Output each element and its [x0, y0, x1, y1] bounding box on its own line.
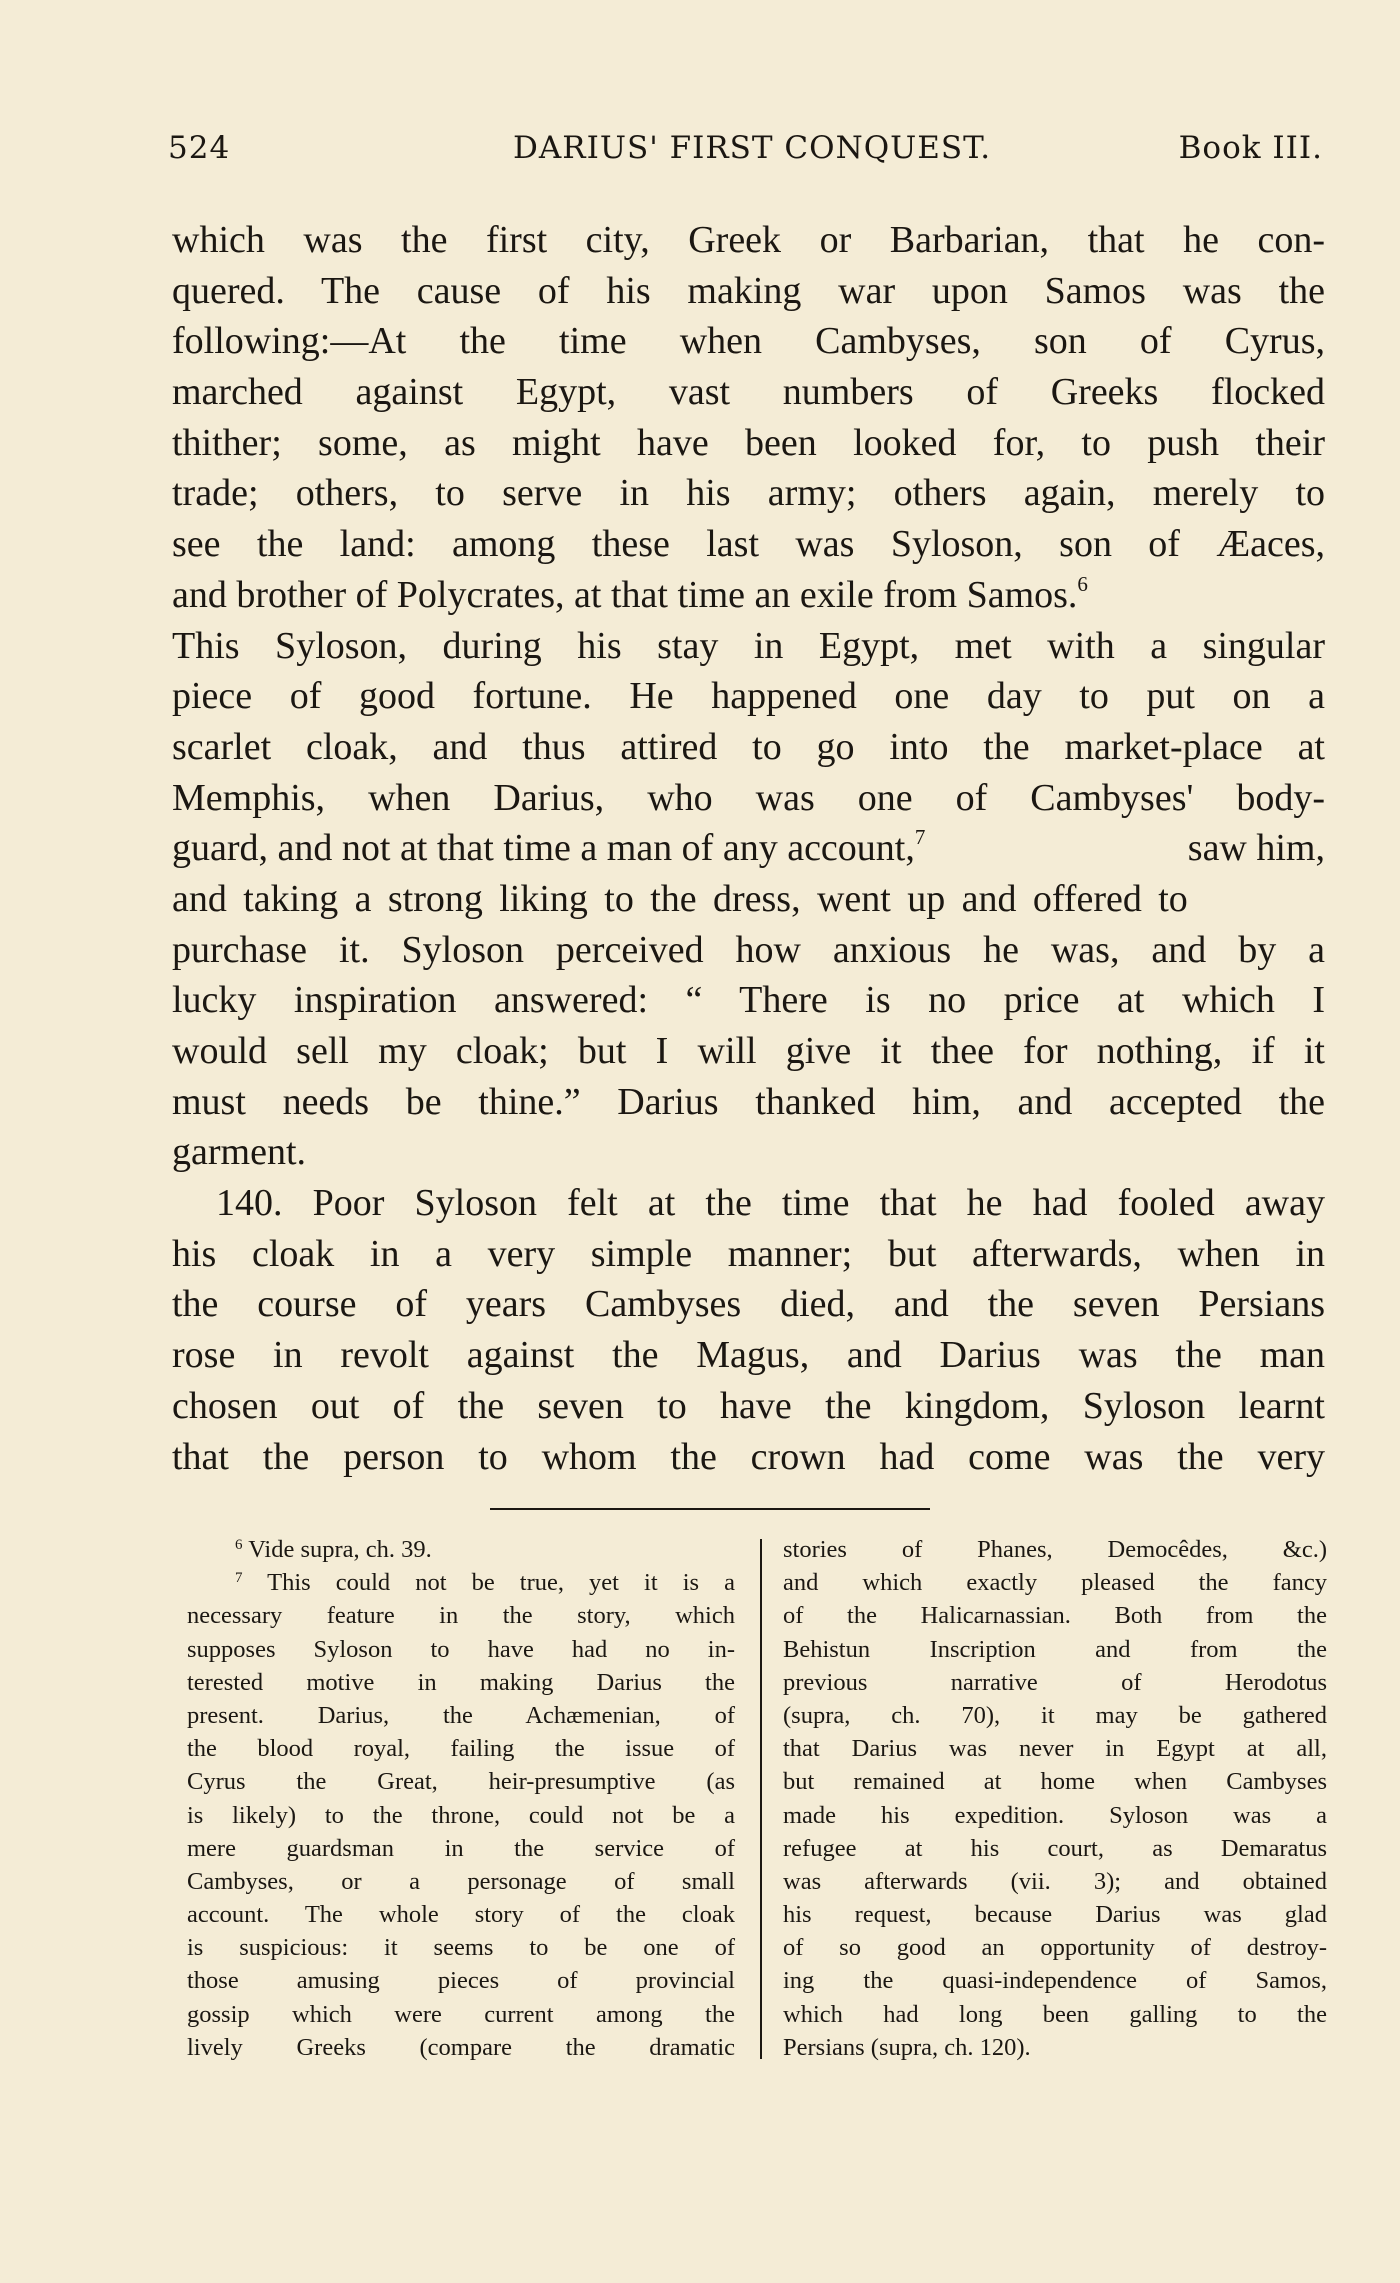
footnote-line: (supra, ch. 70), it may be gathered	[783, 1701, 1327, 1729]
text-line: which was the first city, Greek or Barbarian, that he con-	[172, 219, 1325, 261]
footnote-marker-6: 6	[235, 1537, 243, 1553]
footnote-line: is suspicious: it seems to be one of	[187, 1934, 735, 1962]
text-line-content: saw him,	[1187, 827, 1325, 870]
footnote-line: Cyrus the Great, heir-presumptive (as	[187, 1768, 735, 1796]
running-title: DARIUS' FIRST CONQUEST.	[513, 130, 992, 166]
text-line-content: guard, and not at that time a man of any account,	[172, 827, 915, 870]
footnote-line: terested motive in making Darius the	[187, 1668, 735, 1696]
text-line: quered. The cause of his making war upon Samos was the	[172, 269, 1325, 312]
text-line: This Syloson, during his stay in Egypt, met with a singular	[172, 624, 1325, 667]
footnote-column-divider	[760, 1539, 762, 2059]
footnote-line: that Darius was never in Egypt at all,	[783, 1735, 1327, 1763]
text-line: 140. Poor Syloson felt at the time that he had fooled away	[216, 1182, 1325, 1225]
footnote-line: the blood royal, failing the issue of	[187, 1735, 735, 1763]
footnote-line: previous narrative of Herodotus	[783, 1668, 1327, 1696]
footnote-line: Persians (supra, ch. 120).	[783, 2033, 1031, 2061]
text-line: piece of good fortune. He happened one day to put on a	[172, 675, 1325, 718]
text-line: trade; others, to serve in his army; others again, merely to	[172, 472, 1325, 515]
footnote-line: which had long been galling to the	[783, 2000, 1327, 2028]
footnote-marker-7: 7	[235, 1570, 243, 1587]
footnote-line: his request, because Darius was glad	[783, 1901, 1327, 1929]
text-line: would sell my cloak; but I will give it thee for nothing, if it	[172, 1030, 1325, 1072]
text-line: garment.	[172, 1131, 307, 1174]
text-line: his cloak in a very simple manner; but afterwards, when in	[172, 1232, 1325, 1275]
book-label: Book III.	[1178, 130, 1323, 166]
footnote-line: Cambyses, or a personage of small	[187, 1867, 735, 1895]
text-line: rose in revolt against the Magus, and Darius was the man	[172, 1334, 1325, 1377]
footnote-text: This could not be true, yet it is a	[267, 1569, 735, 1597]
footnote-text: Vide supra, ch. 39.	[248, 1536, 432, 1563]
text-line: and taking a strong liking to the dress, went up and offered to	[172, 877, 1188, 920]
footnote-line: mere guardsman in the service of	[187, 1834, 735, 1862]
footnote-line: made his expedition. Syloson was a	[783, 1801, 1327, 1829]
footnote-line: of so good an opportunity of destroy-	[783, 1934, 1327, 1962]
text-line: chosen out of the seven to have the kingdom, Syloson learnt	[172, 1384, 1325, 1427]
text-line-content: and brother of Polycrates, at that time an exile from Samos.	[172, 573, 1078, 616]
footnote-line: is likely) to the throne, could not be a	[187, 1801, 735, 1829]
text-line	[172, 823, 1325, 874]
main-text	[172, 215, 1325, 1482]
footnote-line: present. Darius, the Achæmenian, of	[187, 1701, 735, 1729]
footnote-line: refugee at his court, as Demaratus	[783, 1834, 1327, 1862]
footnote-line: of the Halicarnassian. Both from the	[783, 1602, 1327, 1630]
text-line	[172, 570, 1325, 621]
footnote-line	[187, 1533, 735, 1566]
footnote-column-left	[187, 1533, 735, 2064]
footnotes	[187, 1533, 1327, 2073]
footnote-divider	[490, 1508, 930, 1510]
footnote-line: ing the quasi-independence of Samos,	[783, 1967, 1327, 1995]
footnote-ref-6[interactable]: 6	[1077, 571, 1088, 596]
footnote-ref-7[interactable]: 7	[914, 825, 926, 850]
footnote-line: was afterwards (vii. 3); and obtained	[783, 1867, 1327, 1895]
text-line: marched against Egypt, vast numbers of Greeks flocked	[172, 371, 1325, 414]
footnote-line: gossip which were current among the	[187, 2000, 735, 2028]
footnote-line: but remained at home when Cambyses	[783, 1768, 1327, 1796]
footnote-line: necessary feature in the story, which	[187, 1602, 735, 1630]
text-line: scarlet cloak, and thus attired to go into the market-place at	[172, 725, 1325, 768]
footnote-line: and which exactly pleased the fancy	[783, 1569, 1327, 1597]
text-line: thither; some, as might have been looked for, to push their	[172, 421, 1325, 464]
footnote-line: lively Greeks (compare the dramatic	[187, 2033, 735, 2061]
footnote-line	[187, 1566, 735, 1599]
text-line: the course of years Cambyses died, and the seven Persians	[172, 1283, 1325, 1326]
text-line: that the person to whom the crown had come was the very	[172, 1435, 1325, 1478]
text-line: following:—At the time when Cambyses, son of Cyrus,	[172, 320, 1325, 363]
footnote-column-right	[783, 1533, 1327, 2064]
text-line: Memphis, when Darius, who was one of Cambyses' body-	[172, 776, 1325, 819]
text-line: lucky inspiration answered: “ There is no price at which I	[172, 979, 1325, 1022]
page-number: 524	[168, 130, 231, 166]
footnote-line: those amusing pieces of provincial	[187, 1967, 735, 1995]
text-line: purchase it. Syloson perceived how anxious he was, and by a	[172, 928, 1325, 971]
text-line: must needs be thine.” Darius thanked him, and accepted the	[172, 1080, 1325, 1123]
footnote-line: supposes Syloson to have had no in-	[187, 1635, 735, 1663]
footnote-line: Behistun Inscription and from the	[783, 1635, 1327, 1663]
footnote-line: stories of Phanes, Democêdes, &c.)	[783, 1536, 1327, 1563]
footnote-line: account. The whole story of the cloak	[187, 1901, 735, 1929]
page-header	[168, 130, 1323, 180]
text-line: see the land: among these last was Syloson, son of Æaces,	[172, 523, 1325, 566]
